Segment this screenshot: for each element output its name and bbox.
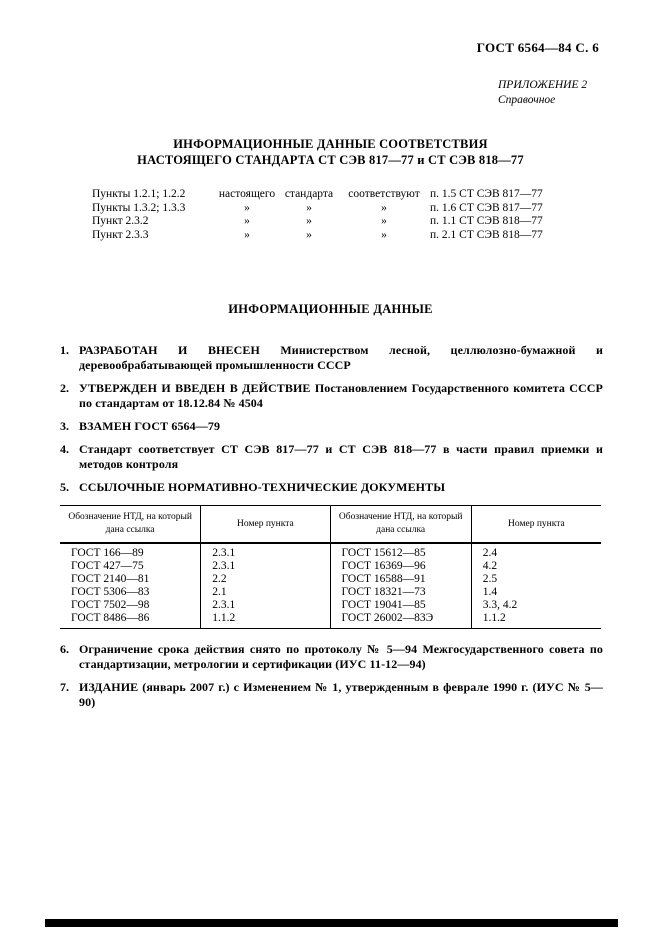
correspondence-row	[92, 229, 661, 243]
reference-documents-table	[60, 505, 601, 629]
table-cell: ГОСТ 2140—81	[71, 573, 150, 585]
info-item-6	[60, 642, 603, 672]
corr-target: п. 1.1 СТ СЭВ 818—77	[430, 215, 543, 228]
info-item-2	[60, 381, 603, 411]
info-item-1	[60, 343, 603, 373]
info-item-5	[60, 480, 603, 495]
correspondence-row	[92, 202, 661, 216]
info-items-6-7	[60, 642, 603, 710]
corr-clause: Пункты 1.3.2; 1.3.3	[92, 201, 186, 214]
item-number: 5.	[60, 480, 69, 495]
table-cell: ГОСТ 18321—73	[330, 586, 471, 599]
table-cell: 2.3.1	[201, 560, 330, 573]
table-cell: 2.4	[471, 543, 601, 560]
corr-target: п. 1.6 СТ СЭВ 817—77	[430, 201, 543, 214]
ditto-mark: »	[381, 228, 387, 241]
table-cell: 2.1	[201, 586, 330, 599]
item-number: 3.	[60, 419, 69, 434]
table-header-row	[60, 506, 601, 543]
table-header-cell: Обозначение НТД, на который дана ссылка	[330, 506, 471, 543]
ditto-mark: »	[244, 215, 250, 228]
table-cell: ГОСТ 5306—83	[71, 586, 150, 598]
annex-label: ПРИЛОЖЕНИЕ 2	[498, 79, 588, 91]
corr-clause: Пункты 1.2.1; 1.2.2	[92, 188, 186, 201]
table-cell: 1.4	[471, 586, 601, 599]
info-item-4	[60, 442, 603, 472]
corr-word: настоящего	[218, 188, 276, 201]
table-header-cell: Обозначение НТД, на который дана ссылка	[60, 506, 201, 543]
annex-block	[498, 78, 661, 108]
table-row	[60, 612, 601, 629]
table-cell: ГОСТ 7502—98	[71, 599, 150, 611]
table-cell: 4.2	[471, 560, 601, 573]
item-text: ИЗДАНИЕ (январь 2007 г.) с Изменением № 1, утвержденным в феврале 1990 г. (ИУС № 5—90)	[79, 680, 603, 709]
item-number: 1.	[60, 343, 69, 358]
table-cell: ГОСТ 8486—86	[60, 612, 201, 629]
table-cell: 1.1.2	[471, 612, 601, 629]
ditto-mark: »	[306, 201, 312, 214]
item-number: 2.	[60, 381, 69, 396]
corr-target: п. 1.5 СТ СЭВ 817—77	[430, 188, 543, 201]
table-cell: 2.2	[201, 573, 330, 586]
item-number: 7.	[60, 680, 69, 694]
info-items-1-5	[60, 343, 603, 495]
table-cell: 2.5	[471, 573, 601, 586]
corr-clause: Пункт 2.3.3	[92, 228, 149, 241]
correspondence-row	[92, 215, 661, 229]
info-data-title: ИНФОРМАЦИОННЫЕ ДАННЫЕ	[228, 302, 433, 317]
table-cell: ГОСТ 26002—83Э	[330, 612, 471, 629]
info-item-7	[60, 680, 603, 710]
item-text: ССЫЛОЧНЫЕ НОРМАТИВНО-ТЕХНИЧЕСКИЕ ДОКУМЕНТЫ	[79, 480, 446, 495]
correspondence-list	[92, 188, 661, 242]
table-cell: 2.3.1	[201, 543, 330, 560]
table-cell: ГОСТ 19041—85	[330, 599, 471, 612]
corr-word: соответствуют	[348, 188, 420, 201]
correspondence-row	[92, 188, 661, 202]
ditto-mark: »	[306, 228, 312, 241]
table-row	[60, 560, 601, 573]
ditto-mark: »	[244, 201, 250, 214]
table-cell: ГОСТ 15612—85	[330, 543, 471, 560]
table-cell: ГОСТ 16588—91	[330, 573, 471, 586]
table-row	[60, 586, 601, 599]
corr-clause: Пункт 2.3.2	[92, 215, 149, 228]
item-number: 4.	[60, 442, 69, 457]
table-row	[60, 543, 601, 560]
table-header-cell: Номер пункта	[471, 506, 601, 543]
correspondence-title-line2: НАСТОЯЩЕГО СТАНДАРТА СТ СЭВ 817—77 и СТ СЭВ 818—77	[137, 153, 524, 168]
ditto-mark: »	[381, 215, 387, 228]
item-text: РАЗРАБОТАН И ВНЕСЕН Министерством лесной, целлюлозно-бумажной и деревообрабатывающей промышленности СССР	[79, 343, 603, 373]
table-cell: 3.3, 4.2	[471, 599, 601, 612]
scan-artifact-bar	[45, 919, 618, 927]
table-cell: ГОСТ 166—89	[71, 547, 144, 559]
table-header-cell: Номер пункта	[201, 506, 330, 543]
doc-reference: ГОСТ 6564—84 С. 6	[476, 40, 599, 55]
correspondence-title	[0, 136, 661, 169]
corr-word: стандарта	[284, 188, 334, 201]
table-cell: 2.3.1	[201, 599, 330, 612]
item-text: Стандарт соответствует СТ СЭВ 817—77 и СТ СЭВ 818—77 в части правил приемки и методов контроля	[79, 442, 603, 472]
item-number: 6.	[60, 642, 69, 656]
correspondence-title-line1: ИНФОРМАЦИОННЫЕ ДАННЫЕ СООТВЕТСТВИЯ	[173, 136, 488, 151]
info-item-3	[60, 419, 603, 434]
corr-target: п. 2.1 СТ СЭВ 818—77	[430, 228, 543, 241]
table-cell: ГОСТ 16369—96	[330, 560, 471, 573]
item-text: ВЗАМЕН ГОСТ 6564—79	[79, 419, 221, 434]
ditto-mark: »	[381, 201, 387, 214]
ditto-mark: »	[306, 215, 312, 228]
table-row	[60, 599, 601, 612]
item-text: УТВЕРЖДЕН И ВВЕДЕН В ДЕЙСТВИЕ Постановлением Государственного комитета СССР по стандартам от 18.12.84 № 4504	[79, 381, 603, 411]
ditto-mark: »	[244, 228, 250, 241]
table-cell: 1.1.2	[201, 612, 330, 629]
table-row	[60, 573, 601, 586]
annex-note: Справочное	[498, 93, 556, 106]
item-text: Ограничение срока действия снято по протоколу № 5—94 Межгосударственного совета по стандартизации, метрологии и сертификации (ИУС 11-12—94)	[79, 642, 603, 671]
table-cell: ГОСТ 427—75	[71, 560, 144, 572]
